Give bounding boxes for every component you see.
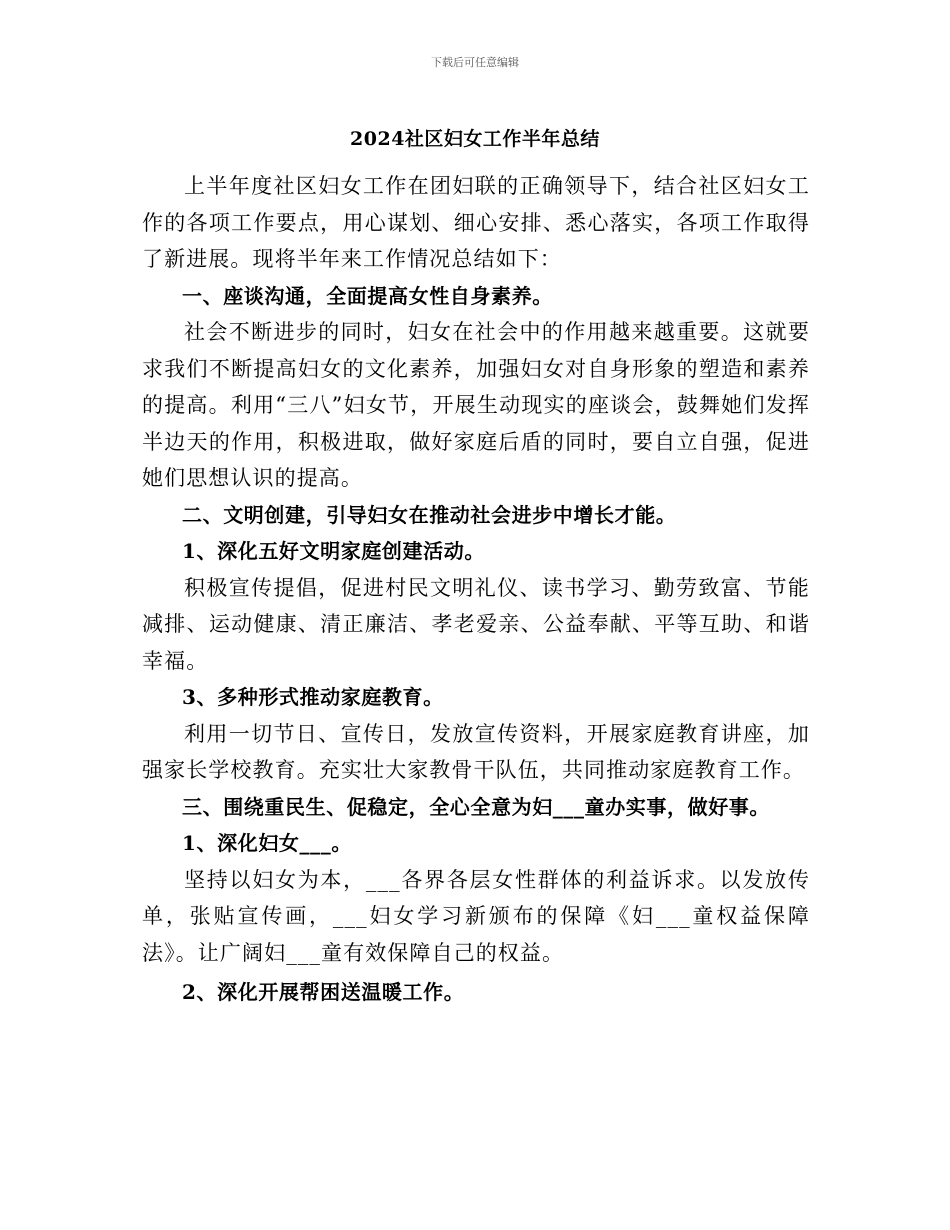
page-header-note: 下载后可任意编辑 <box>431 56 519 69</box>
section-heading-1: 一、座谈沟通，全面提高女性自身素养。 <box>182 283 553 308</box>
section-heading-2: 二、文明创建，引导妇女在推动社会进步中增长才能。 <box>182 502 677 527</box>
paragraph-section-1: 社会不断进步的同时，妇女在社会中的作用越来越重要。这就要求我们不断提高妇女的文化素养，加强妇女对自身形象的塑造和素养的提高。利用“三八”妇女节，开展生动现实的座谈会，鼓舞她们发挥半边天的作用，积极进取，做好家庭后盾的同时，要自立自强，促进她们思想认识的提高。 <box>142 320 810 490</box>
paragraph-subsection-2-1: 积极宣传提倡，促进村民文明礼仪、读书学习、勤劳致富、节能减排、运动健康、清正廉洁、孝老爱亲、公益奉献、平等互助、和谐幸福。 <box>142 575 810 673</box>
paragraph-subsection-3-1: 坚持以妇女为本，___各界各层女性群体的利益诉求。以发放传单，张贴宣传画，___妇女学习新颁布的保障《妇___童权益保障法》。让广阔妇___童有效保障自己的权益。 <box>142 867 810 965</box>
document-title: 2024社区妇女工作半年总结 <box>350 128 600 150</box>
paragraph-subsection-2-3: 利用一切节日、宣传日，发放宣传资料，开展家庭教育讲座，加强家长学校教育。充实壮大家教骨干队伍，共同推动家庭教育工作。 <box>142 721 810 782</box>
subsection-heading-3-1: 1、深化妇女___。 <box>182 831 352 855</box>
document-body <box>142 168 810 1011</box>
paragraph-intro: 上半年度社区妇女工作在团妇联的正确领导下，结合社区妇女工作的各项工作要点，用心谋划、细心安排、悉心落实，各项工作取得了新进展。现将半年来工作情况总结如下： <box>142 174 810 271</box>
subsection-heading-3-2: 2、深化开展帮困送温暖工作。 <box>182 980 465 1004</box>
subsection-heading-2-1: 1、深化五好文明家庭创建活动。 <box>182 539 485 563</box>
subsection-heading-2-3: 3、多种形式推动家庭教育。 <box>182 685 444 709</box>
section-heading-3: 三、围绕重民生、促稳定，全心全意为妇___童办实事，做好事。 <box>182 794 770 819</box>
